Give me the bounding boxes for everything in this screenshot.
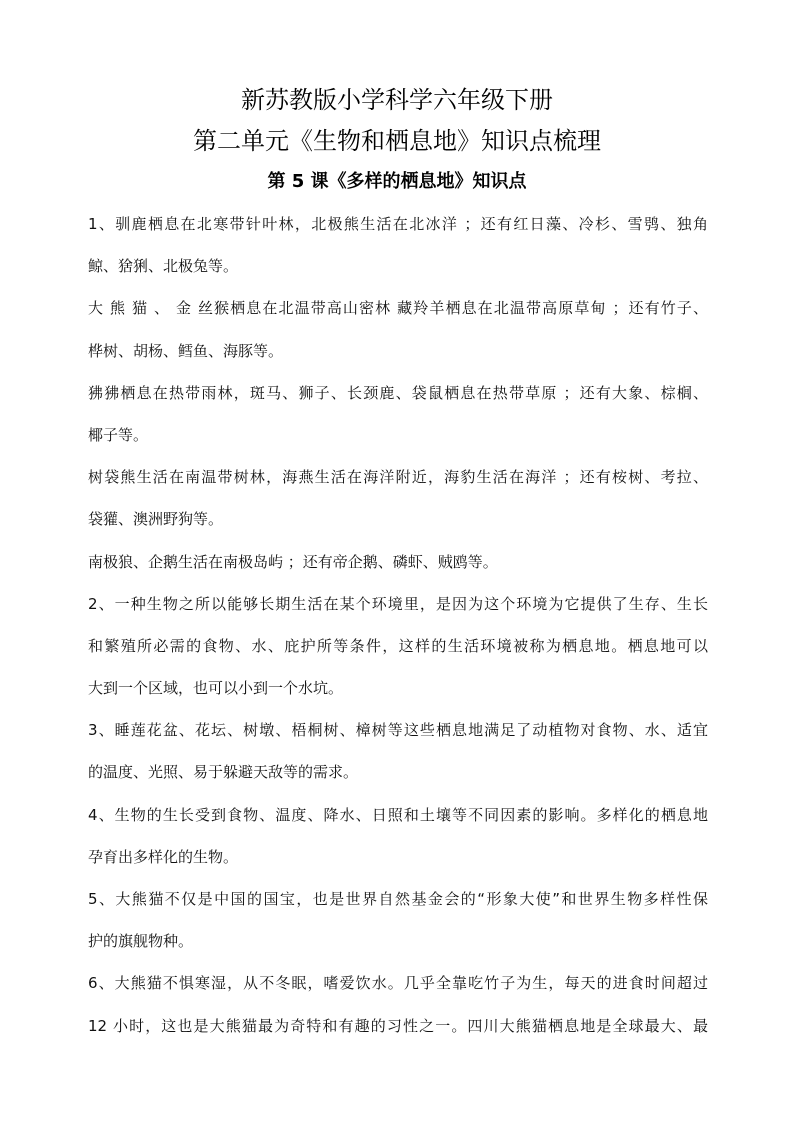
- body-line: 椰子等。: [88, 425, 149, 444]
- body-line: 6、大熊猫不惧寒湿，从不冬眠，嗜爱饮水。几乎全靠吃竹子为生，每天的进食时间超过: [88, 974, 708, 993]
- document-unit-title: 第二单元《生物和栖息地》知识点梳理: [193, 127, 601, 155]
- body-line: 南极狼、企鹅生活在南极岛屿 ；还有帝企鹅、磷虾、贼鸥等。: [88, 552, 498, 571]
- body-line: 4、生物的生长受到食物、温度、降水、日照和土壤等不同因素的影响。多样化的栖息地: [88, 805, 708, 824]
- body-line: 大到一个区域，也可以小到一个水坑。: [88, 679, 344, 698]
- document-body: [88, 203, 708, 1047]
- body-line: 袋獾、澳洲野狗等。: [88, 510, 224, 529]
- body-line: 狒狒栖息在热带雨林，斑马、狮子、长颈鹿、袋鼠栖息在热带草原 ；还有大象、棕榈、: [88, 383, 708, 402]
- lesson-heading: 第 5 课《多样的栖息地》知识点: [267, 171, 527, 192]
- body-line: 的温度、光照、易于躲避天敌等的需求。: [88, 763, 359, 782]
- body-line: 12 小时，这也是大熊猫最为奇特和有趣的习性之一。四川大熊猫栖息地是全球最大、最: [88, 1016, 708, 1035]
- body-line: 大 熊 猫 、 金 丝猴栖息在北温带高山密林 藏羚羊栖息在北温带高原草甸 ；还有竹子、: [88, 299, 708, 318]
- body-line: 3、睡莲花盆、花坛、树墩、梧桐树、樟树等这些栖息地满足了动植物对食物、水、适宜: [88, 721, 708, 740]
- body-line: 桦树、胡杨、鳕鱼、海豚等。: [88, 341, 284, 360]
- body-line: 鲸、猞猁、北极兔等。: [88, 257, 239, 276]
- body-line: 1、驯鹿栖息在北寒带针叶林，北极熊生活在北冰洋 ；还有红日藻、冷杉、雪鸮、独角: [88, 215, 708, 233]
- body-line: 和繁殖所必需的食物、水、庇护所等条件，这样的生活环境被称为栖息地。栖息地可以: [88, 636, 708, 655]
- body-line: 护的旗舰物种。: [88, 932, 194, 951]
- document-title: 新苏教版小学科学六年级下册: [241, 86, 553, 114]
- body-line: 树袋熊生活在南温带树林，海燕生活在海洋附近，海豹生活在海洋 ；还有桉树、考拉、: [88, 468, 708, 487]
- body-line: 5、大熊猫不仅是中国的国宝，也是世界自然基金会的“形象大使”和世界生物多样性保: [88, 890, 708, 908]
- body-line: 孕育出多样化的生物。: [88, 847, 239, 866]
- body-line: 2、一种生物之所以能够长期生活在某个环境里，是因为这个环境为它提供了生存、生长: [88, 594, 708, 613]
